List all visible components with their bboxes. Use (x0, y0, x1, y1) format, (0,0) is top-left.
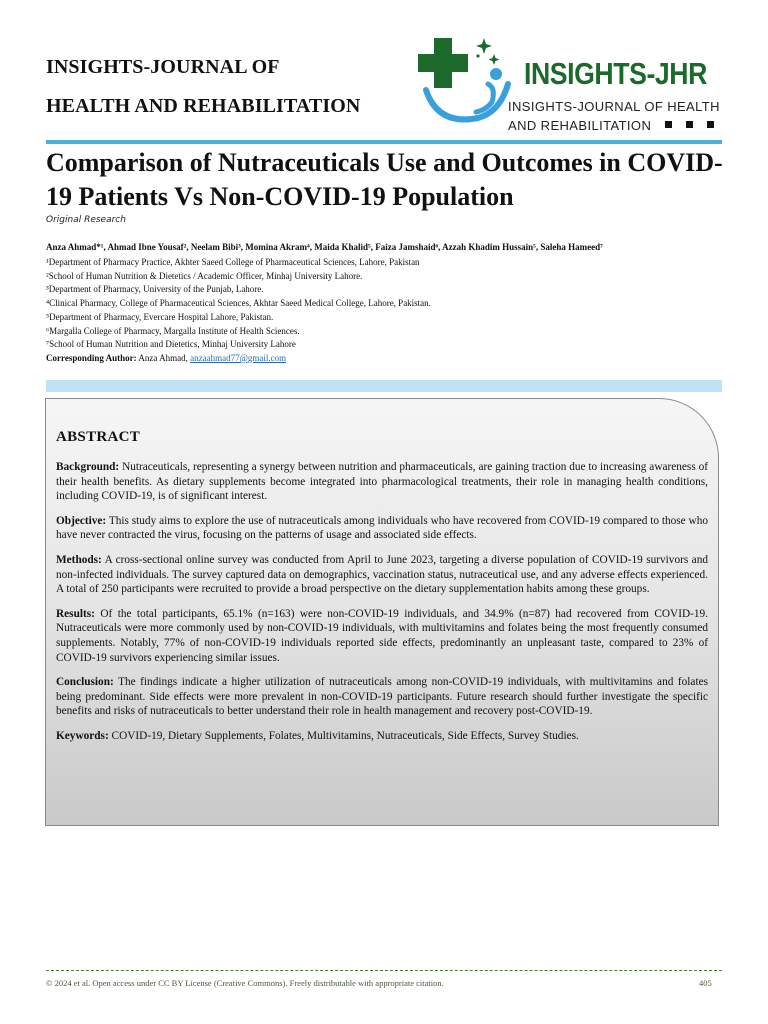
affiliation-item: ³Department of Pharmacy, University of the Punjab, Lahore. (46, 284, 264, 295)
abstract-label: Objective: (56, 514, 107, 527)
affiliation-item: ⁴Clinical Pharmacy, College of Pharmaceutical Sciences, Akhtar Saeed Medical College, Lahore, Pakistan. (46, 298, 431, 309)
author-list: Anza Ahmad*¹, Ahmad Ibne Yousaf², Neelam Bibi³, Momina Akram⁴, Maida Khalid⁵, Faiza Jamshaid⁶, Azzah Khadim Hussain⁵, Saleha Hameed⁷ (46, 242, 603, 252)
affiliation-item: ⁵Department of Pharmacy, Evercare Hospital Lahore, Pakistan. (46, 311, 274, 322)
abstract-background (56, 460, 708, 504)
abstract-text: COVID-19, Dietary Supplements, Folates, Multivitamins, Nutraceuticals, Side Effects, Survey Studies. (111, 729, 579, 742)
journal-logo (416, 34, 726, 134)
footer-rule (46, 970, 722, 971)
logo-subtitle-line1: INSIGHTS-JOURNAL OF HEALTH (508, 99, 720, 114)
affiliation-item: ⁷School of Human Nutrition and Dietetics, Minhaj University Lahore (46, 339, 296, 350)
abstract-label: Conclusion: (56, 676, 114, 689)
decor-square-icon (665, 121, 672, 128)
abstract-heading: ABSTRACT (56, 429, 141, 445)
affiliations (46, 256, 431, 366)
abstract-text: A cross-sectional online survey was conducted from April to June 2023, targeting a diverse population of COVID-19 survivors and non-infected individuals. The survey captured data on demographics, vaccination status, nutraceutical use, and any adverse effects experienced. A total of 250 participants were recruited to provide a broad perspective on the dietary supplementation habits among these groups. (56, 553, 708, 596)
decor-square-icon (686, 121, 693, 128)
logo-subtitle (508, 97, 720, 135)
paper-title: Comparison of Nutraceuticals Use and Outcomes in COVID-19 Patients Vs Non-COVID-19 Population (46, 148, 723, 211)
abstract-text: The findings indicate a higher utilization of nutraceuticals among non-COVID-19 individuals, with multivitamins and folates being predominant. Side effects were more prevalent in non-COVID-19 participants. Future research should further investigate the specific benefits and risks of nutraceuticals to better understand their role in health management and recovery post-COVID-19. (56, 676, 708, 718)
corresponding-author-name: Anza Ahmad, (138, 352, 188, 363)
corresponding-author (46, 352, 431, 366)
journal-title-line2: HEALTH AND REHABILITATION (46, 95, 361, 117)
abstract-label: Methods: (56, 553, 102, 566)
journal-title-line1: INSIGHTS-JOURNAL OF (46, 56, 280, 78)
abstract-methods (56, 553, 708, 597)
medical-cross-with-figure-icon (416, 34, 516, 134)
page-number: 405 (699, 978, 712, 988)
affiliation-item: ¹Department of Pharmacy Practice, Akhter Saeed College of Pharmaceutical Sciences, Lahore, Pakistan (46, 257, 420, 267)
logo-wordmark: INSIGHTS-JHR (524, 56, 707, 91)
corresponding-email-link[interactable]: anzaahmad77@gmail.com (190, 352, 287, 363)
abstract-label: Results: (56, 607, 95, 620)
journal-title (46, 48, 360, 126)
abstract-label: Keywords: (56, 729, 109, 742)
abstract-results (56, 607, 708, 665)
abstract-text: This study aims to explore the use of nutraceuticals among individuals who have recovered from COVID-19 compared to those who have never contracted the virus, focusing on the patterns of usage and associated side effects. (56, 514, 708, 542)
abstract-label: Background: (56, 461, 120, 473)
affiliation-item: ²School of Human Nutrition & Dietetics / Academic Officer, Minhaj University Lahore. (46, 270, 363, 281)
abstract-objective (56, 514, 708, 543)
corresponding-author-label: Corresponding Author: (46, 352, 137, 363)
abstract-keywords (56, 729, 708, 744)
article-type: Original Research (46, 215, 126, 225)
affiliation-item: ⁶Margalla College of Pharmacy, Margalla Institute of Health Sciences. (46, 325, 300, 336)
logo-subtitle-line2-row (508, 116, 720, 135)
abstract-text: Of the total participants, 65.1% (n=163) were non-COVID-19 individuals, and 34.9% (n=87) had recovered from COVID-19. Nutraceuticals were more commonly used by non-COVID-19 individuals, with multivitamins and folates being the most frequently consumed supplements. Notably, 77% of non-COVID-19 individuals reported side effects, predominantly an unpleasant taste, compared to 23% of COVID-19 survivors experiencing similar issues. (56, 607, 709, 664)
license-text: © 2024 et al. Open access under CC BY License (Creative Commons). Freely distributable with appropriate citation. (46, 978, 444, 988)
abstract-text: Nutraceuticals, representing a synergy between nutrition and pharmaceuticals, are gaining traction due to increasing awareness of their health benefits. As dietary supplements become integrated into pharmacological treatments, their role in managing health conditions, including COVID-19, is of significant interest. (56, 461, 708, 503)
decor-square-icon (707, 121, 714, 128)
abstract-conclusion (56, 675, 708, 719)
abstract-box (45, 398, 719, 826)
logo-subtitle-line2: AND REHABILITATION (508, 118, 652, 133)
header-rule (46, 140, 722, 144)
section-divider-bar (46, 380, 722, 392)
